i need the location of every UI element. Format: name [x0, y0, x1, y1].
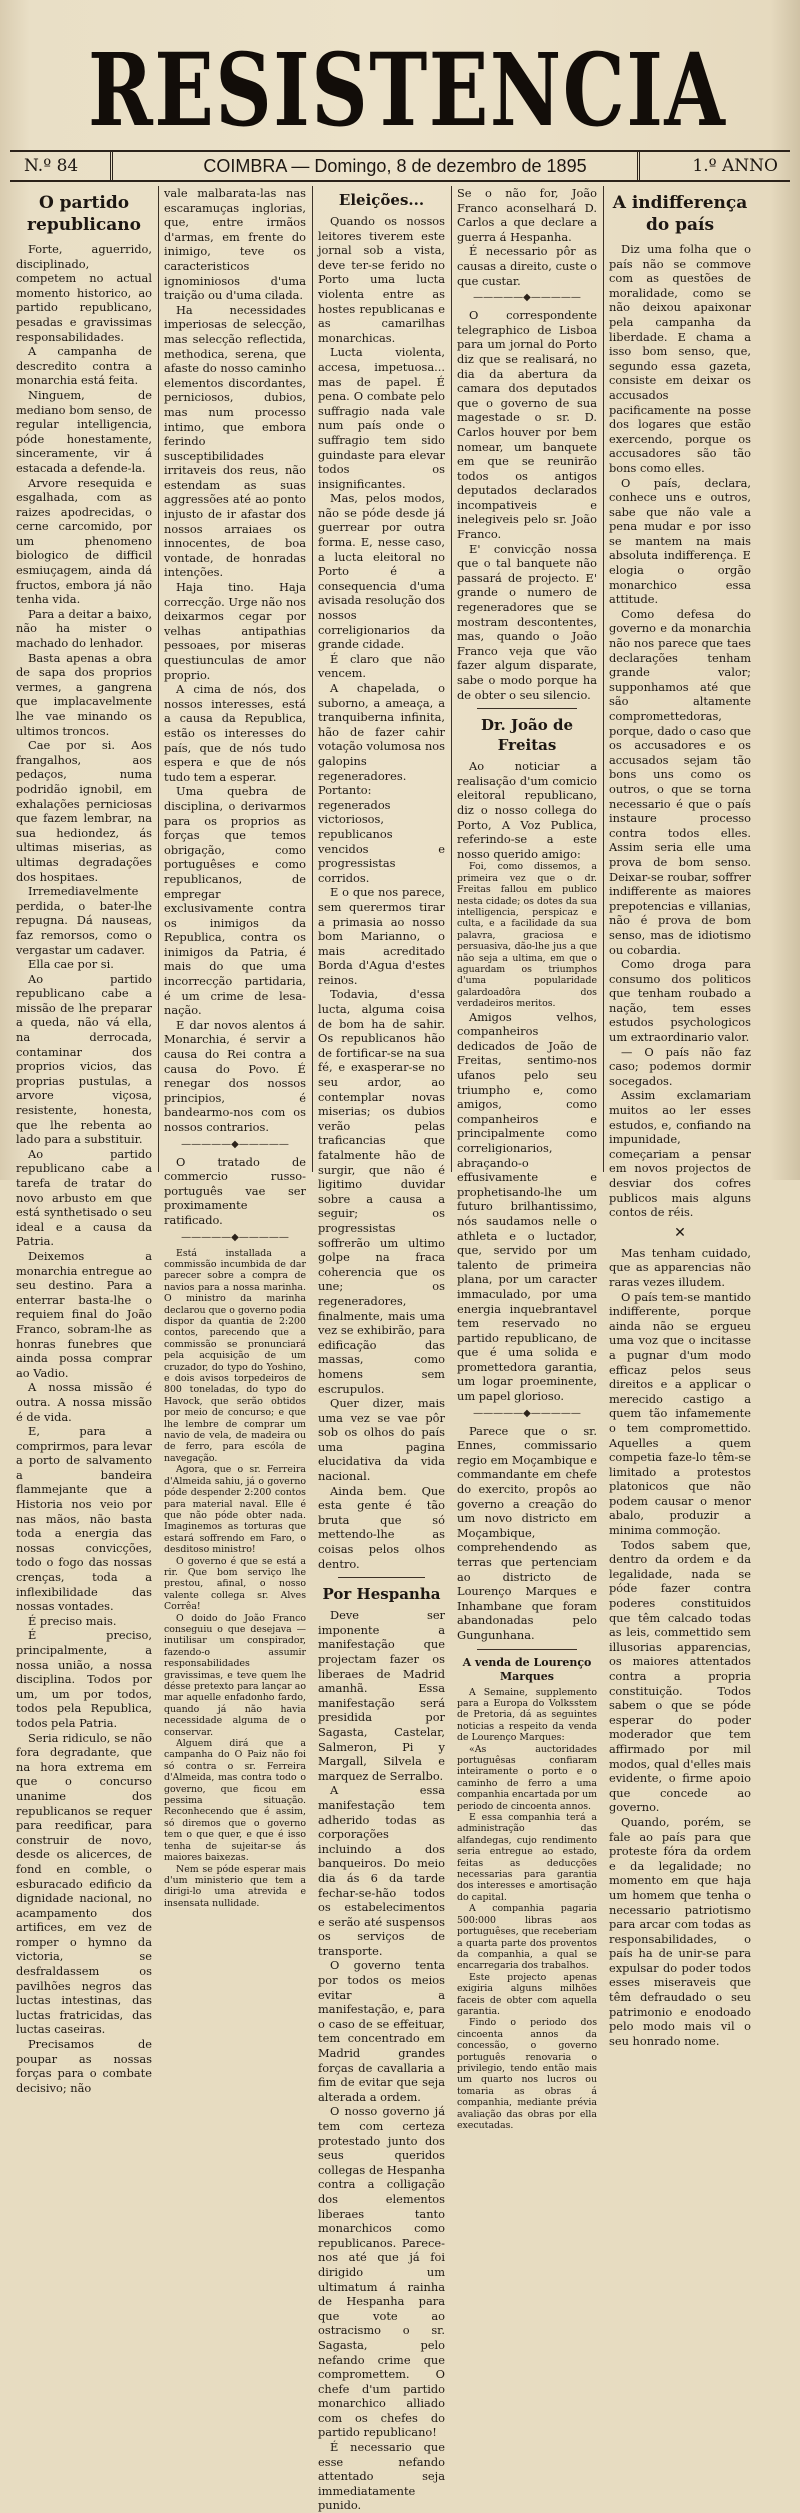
paragraph: E' convicção nossa que o tal banquete não passará de projecto. E' grande o numero de regeneradores que se mostram descontentes, mas, quando o João Franco veja que vão fazer algum disparate, sabe o modo porque ha de obter o seu silencio.	[457, 541, 597, 702]
paragraph: vale malbarata-las nas escaramuças inglorias, que, entre irmãos d'armas, em frente do inimigo, teve os caracteristicos ignominiosos d'uma traição ou d'uma cilada.	[164, 186, 306, 303]
paragraph: O nosso governo já tem com certeza protestado junto dos seus queridos collegas de Hespanha contra a colligação dos elementos liberaes tanto monarchicos como republicanos. Parece-nos até que já foi dirigido um ultimatum á rainha de Hespanha para que vote ao ostracismo o sr. Sagasta, pelo nefando crime que compromettem. O chefe d'um partido monarchico alliado com os chefes do partido republicano!	[318, 2104, 445, 2440]
paragraph: É preciso, principalmente, a nossa união, a nossa disciplina. Todos por um, um por todos, todos pela Republica, todos pela Patria.	[16, 1628, 152, 1730]
paragraph: É preciso mais.	[28, 1613, 117, 1628]
paragraph: Este projecto apenas exigiria alguns milhões faceis de obter com aquella garantia.	[457, 1971, 597, 2017]
dateline-bar	[10, 150, 790, 182]
paragraph: Basta apenas a obra de sapa dos proprios vermes, a gangrena que implacavelmente lhe vae minando os ultimos troncos.	[16, 650, 152, 738]
masthead	[0, 0, 800, 150]
paragraph: Agora, que o sr. Ferreira d'Almeida sahiu, já o governo póde despender 2:200 contos para material naval. Elle é que não póde obter nada. Imaginemos as torturas que estará soffrendo em Faro, o desditoso ministro!	[164, 1464, 306, 1556]
paragraph: E dar novos alentos á Monarchia, é servir a causa do Rei contra a causa do Povo. É renegar dos nossos principios, é bandearmo-nos com os nossos contrarios.	[164, 1017, 306, 1134]
column-4	[457, 186, 597, 2131]
article-heading: O partido republicano	[27, 193, 141, 235]
column-1	[16, 186, 152, 2095]
column-5	[609, 186, 751, 2048]
paragraph: «As auctoridades portuguêsas confiaram inteiramente o porto e o caminho de ferro a uma companhia encartada por um periodo de cincoenta annos.	[457, 1743, 597, 1812]
paragraph: Seria ridiculo, se não fora degradante, que na hora extrema em que o concurso unanime dos republicanos se requer para reedificar, para construir de novo, desde os alicerces, de fond en comble, o esburacado edificio da dignidade nacional, no acampamento dos artifices, em vez de romper o hymno da victoria, se desfraldassem os pavilhões negros das luctas intestinas, das luctas fratricidas, das luctas caseiras.	[16, 1730, 152, 2037]
column-rule	[158, 186, 159, 1172]
dateline-text: COIMBRA — Domingo, 8 de dezembro de 1895	[203, 156, 587, 176]
article-heading: Por Hespanha	[322, 1585, 441, 1604]
paragraph: Ninguem, de mediano bom senso, de regular intelligencia, póde honestamente, sinceramente, vir á estacada a defende-la.	[16, 387, 152, 475]
paragraph: É necessario que esse nefando attentado seja immediatamente punido.	[318, 2440, 445, 2513]
paragraph: Alguem dirá que a campanha do O Paiz não foi só contra o sr. Ferreira d'Almeida, mas contra todo o governo, que ficou em pessima situação. Reconhecendo que é assim, só diremos que o governo tem o que quer, e que é isso tenha de sujeitar-se ás maiores baixezas.	[164, 1738, 306, 1864]
paragraph: Ha necessidades imperiosas de selecção, mas selecção reflectida, methodica, serena, que afaste do nosso caminho elementos discordantes, perniciosos, dubios, mas num processo intimo, que embora ferindo susceptibilidades irritaveis dos reus, não estendam as suas aggressões até ao ponto injusto de ir afastar dos nossos arraiaes os innocentes, de boa vontade, de honradas intenções.	[164, 302, 306, 580]
paragraph: Todos sabem que, dentro da ordem e da legalidade, nada se póde fazer contra poderes constituidos que têm calcado todas as leis, commettido sem illusorias apparencias, os maiores attentados contra a propria constituição. Todos sabem o que se póde esperar do poder moderador que tem affirmado por mil modos, qual d'elles mais evidente, o firme apoio que concede ao governo.	[609, 1537, 751, 1815]
paragraph: É necessario pôr as causas a direito, custe o que custar.	[457, 244, 597, 288]
article-heading: A indifferença do país	[612, 193, 748, 235]
paragraph: Deve ser imponente a manifestação que projectam fazer os liberaes de Madrid amanhã. Essa manifestação será presidida por Sagasta, Castelar, Salmeron, Pi y Margall, Silvela e marquez de Serralbo.	[318, 1608, 445, 1783]
article-heading: Dr. João de Freitas	[480, 716, 574, 755]
paragraph: O governo tenta por todos os meios evitar a manifestação, e, para o caso de se effeituar, tem concentrado em Madrid grandes forças de cavallaria a fim de evitar que seja alterada a ordem.	[318, 1958, 445, 2104]
paragraph: Irremediavelmente perdida, o bater-lhe repugna. Dá nauseas, faz remorsos, como o vergastar um cadaver.	[16, 884, 152, 957]
dateline-separator	[637, 152, 640, 180]
paragraph: Está installada a commissão incumbida de dar parecer sobre a compra de navios para a nossa marinha. O ministro da marinha declarou que o governo podia dispor da quantia de 2:200 contos, parecendo que a commissão se pronunciará pela acquisição de um cruzador, do typo do Yoshino, e dois avisos torpedeiros de 800 toneladas, do typo do Havock, que serão obtidos por meio de concurso; e que lhe lembre de comprar um navio de vela, de madeira ou de ferro, para escóla de navegação.	[164, 1247, 306, 1464]
paragraph: Parece que o sr. Ennes, commissario regio em Moçambique e commandante em chefe do exercito, propôs ao governo a creação do um novo districto em Moçambique, comprehendendo as terras que pertenciam ao districto de Lourenço Marques e Inhambane que foram abandonadas pelo Gungunhana.	[457, 1423, 597, 1642]
article-heading: Eleições...	[338, 191, 425, 209]
quotation-block	[457, 1744, 597, 2132]
paragraph: A essa manifestação tem adherido todas as corporações incluindo a dos banqueiros. Do meio dia ás 6 da tarde fechar-se-hão todos os estabelecimentos e serão até suspensos os serviços de transporte.	[318, 1783, 445, 1958]
section-divider	[338, 1577, 425, 1578]
paragraph: Precisamos de poupar as nossas forças para o combate decisivo; não	[16, 2037, 152, 2095]
paragraph: A cima de nós, dos nossos interesses, está a causa da Republica, estão os interesses do país, que de nós tudo espera e que de nós tudo tem a esperar.	[164, 682, 306, 784]
paragraph: Mas tenham cuidado, que as apparencias não raras vezes illudem.	[609, 1245, 751, 1289]
paragraph: Forte, aguerrido, disciplinado, competem no actual momento historico, ao partido republicano, pesadas e gravissimas responsabilidades.	[16, 242, 152, 344]
newspaper-title: RESISTENCIA	[88, 31, 727, 149]
paragraph: E o que nos parece, sem querermos tirar a primasia ao nosso bom Marianno, o mais acreditado Borda d'Agua d'estes reinos.	[318, 885, 445, 987]
paragraph: Mas, pelos modos, não se póde desde já guerrear por outra forma. E, nesse caso, a lucta eleitoral no Porto é a consequencia d'uma avisada resolução dos nossos correligionarios da grande cidade.	[318, 491, 445, 652]
paragraph: A companhia pagaria 500:000 libras aos portuguêses, que receberiam a quarta parte dos proventos da companhia, a qual se encarregaria dos trabalhos.	[457, 1903, 597, 1972]
column-3	[318, 186, 445, 2513]
paragraph: Para a deitar a baixo, não ha mister o machado do lenhador.	[16, 606, 152, 651]
paragraph: Se o não for, João Franco aconselhará D. Carlos a que declare a guerra á Hespanha.	[457, 186, 597, 244]
column-rule	[451, 186, 452, 1172]
ornament-divider: —————◆—————	[473, 1407, 581, 1419]
paragraph: Quer dizer, mais uma vez se vae pôr sob os olhos do país uma pagina elucidativa da vida nacional.	[318, 1396, 445, 1484]
column-rule	[312, 186, 313, 1172]
ornament-divider: —————◆—————	[181, 1231, 289, 1243]
paragraph: A campanha de descredito contra a monarchia está feita.	[16, 344, 152, 388]
paragraph: O correspondente telegraphico de Lisboa para um jornal do Porto diz que se realisará, no dia da abertura da camara dos deputados que o governo de sua magestade o sr. D. Carlos houver por bem nomear, um banquete em que se reunirão todos os antigos deputados declarados incompativeis e inelegiveis pelo sr. João Franco.	[457, 308, 597, 542]
article-heading: A venda de Lourenço Marques	[462, 1655, 592, 1683]
paragraph: Assim exclamariam muitos ao ler esses estudos, e, confiando na impunidade, começariam a pensar em novos projectos de desviar dos cofres publicos mais alguns contos de réis.	[609, 1088, 751, 1220]
paragraph: O governo é que se está a rir. Que bom serviço lhe prestou, afinal, o nosso valente collega sr. Alves Corrêa!	[164, 1555, 306, 1613]
paragraph: Arvore resequida e esgalhada, com as raizes apodrecidas, o cerne carcomido, por um phenomeno biologico de difficil esmiuçagem, ainda dá fructos, embora já não tenha vida.	[16, 475, 152, 607]
paragraph: E, para a comprirmos, para levar a porto de salvamento a bandeira flammejante que a Historia nos veio por nas mãos, não basta toda a energia das nossas convicções, todo o fogo das nossas crenças, toda a inflexibilidade das nossas vontades.	[16, 1424, 152, 1614]
paragraph: Ao noticiar a realisação d'um comicio eleitoral republicano, diz o nosso collega do Porto, A Voz Publica, referindo-se a este nosso querido amigo:	[457, 759, 597, 861]
paragraph: Haja tino. Haja correcção. Urge não nos deixarmos cegar por velhas antipathias pessoaes, por miseras questiunculas de amor proprio.	[164, 580, 306, 682]
dateline-separator	[110, 152, 113, 180]
paragraph: Diz uma folha que o país não se commove com as questões de moralidade, como se não deixou apaixonar pela campanha da liberdade. E chama a isso bom senso, que, segundo essa gazeta, consiste em deixar os accusados pacificamente na posse dos logares que estão exercendo, porque os accusadores são tão bons como elles.	[609, 242, 751, 475]
paragraph: Findo o periodo dos cincoenta annos da concessão, o governo português renovaria o privilegio, tendo então mais um quarto nos lucros ou tomaria as obras á companhia, mediante prévia avaliação das obras por ella executadas.	[457, 2017, 597, 2131]
paragraph: Deixemos a monarchia entregue ao seu destino. Para a enterrar basta-lhe o requiem final do João Franco, sobram-lhe as honras funebres que ainda possa comprar ao Vadio.	[16, 1248, 152, 1380]
paragraph: — O país não faz caso; podemos dormir socegados.	[609, 1044, 751, 1088]
paragraph: Como droga para consumo dos politicos que tenham roubado a nação, tem esses estudos psychologicos um extraordinario valor.	[609, 957, 751, 1045]
year-label: 1.º ANNO	[692, 156, 778, 176]
paragraph: Uma quebra de disciplina, o derivarmos para os proprios as forças que temos obrigação, como portuguêses e como republicanos, de empregar exclusivamente contra os inimigos da Republica, contra os inimigos da Patria, é mais do que uma incorrecção partidaria, é um crime de lesa-nação.	[164, 784, 306, 1018]
paragraph: Lucta violenta, accesa, impetuosa... mas de papel. É pena. O combate pelo suffragio nada vale num país onde o suffragio tem sido guindaste para elevar todos os insignificantes.	[318, 345, 445, 491]
section-divider	[477, 1649, 577, 1650]
paragraph: Quando os nossos leitores tiverem este jornal sob a vista, deve ter-se ferido no Porto uma lucta violenta entre as hostes republicanas e as camarilhas monarchicas.	[318, 214, 445, 345]
section-divider	[477, 708, 577, 709]
paragraph: O país tem-se mantido indifferente, porque ainda não se ergueu uma voz que o incitasse a pugnar d'um modo efficaz pelos seus direitos e a applicar o merecido castigo a quem tão infamemente o tem compromettido. Aquelles a quem competia faze-lo têm-se limitado a protestos platonicos que não podem causar o menor abalo, produzir a minima commoção.	[609, 1289, 751, 1538]
paragraph: Ainda bem. Que esta gente é tão bruta que só mettendo-lhe as coisas pelos olhos dentro.	[318, 1483, 445, 1571]
paragraph: É claro que não vencem.	[318, 651, 445, 681]
news-brief	[164, 1248, 306, 1910]
paragraph: Como defesa do governo e da monarchia não nos parece que taes declarações tenham grande valor; supponhamos até que são altamente compromettedoras, porque, dado o caso que os accusadores e os accusados sejam tão bons uns como os outros, o que se torna necessario é que o país instaure processo contra todos elles. Assim seria elle uma prova de bom senso. Deixar-se roubar, soffrer indifferente as maiores prepotencias e villanias, não é prova de bom senso, mas de idiotismo ou cobardia.	[609, 606, 751, 957]
column-2	[164, 186, 306, 1909]
issue-number: N.º 84	[24, 156, 79, 176]
paragraph: A chapelada, o suborno, a ameaça, a tranquiberna infinita, hão de fazer cahir votação volumosa nos galopins regeneradores. Portanto: regenerados victoriosos, republicanos vencidos e progressistas corridos.	[318, 681, 445, 885]
paragraph: Ao partido republicano cabe a missão de lhe preparar a queda, não vá ella, na derrocada, contaminar dos proprios vicios, das proprias pustulas, a arvore viçosa, resistente, honesta, que lhe rebenta ao lado para a substituir.	[16, 971, 152, 1147]
ornament-divider: —————◆—————	[473, 292, 581, 304]
paragraph: O tratado de commercio russo-português vae ser proximamente ratificado.	[164, 1154, 306, 1227]
paragraph: O doido do João Franco conseguiu o que desejava — inutilisar um conspirador, fazendo-o assumir responsabilidades gravissimas, e teve quem lhe désse pretexto para lançar ao mar aquelle enfadonho fardo, quando já não havia necessidade alguma de o conservar.	[164, 1612, 306, 1738]
paragraph: E essa companhia terá a administração das alfandegas, cujo rendimento seria entregue ao estado, feitas as deducções necessarias para garantia dos interesses e amortisação do capital.	[457, 1812, 597, 1903]
paragraph: O país, declara, conhece uns e outros, sabe que não vale a pena mudar e por isso se mantem na mais absoluta indifferença. E elogia o orgão monarchico essa attitude.	[609, 475, 751, 607]
paragraph: A nossa missão é outra. A nossa missão é de vida.	[16, 1380, 152, 1424]
paragraph: Todavia, d'essa lucta, alguma coisa de bom ha de sahir. Os republicanos hão de fortificar-se na sua fé, e exasperar-se no seu ardor, ao contemplar novas miserias; os dubios verão pelas traficancias que fatalmente hão de surgir, que não é ligitimo duvidar sobre a causa a seguir; os progressistas soffrerão um ultimo golpe na fraca coherencia que os une; os regeneradores, finalmente, mais uma vez se exhibirão, para edificação das massas, como homens sem escrupulos.	[318, 987, 445, 1396]
article-body	[16, 242, 152, 2095]
paragraph: Ao partido republicano cabe a tarefa de tratar do novo arbusto em que está synthetisado o seu ideal e a causa da Patria.	[16, 1146, 152, 1249]
paragraph: Quando, porém, se fale ao país para que proteste fóra da ordem e da legalidade; no momento em que haja um homem que tenha o necessario patriotismo para arcar com todas as responsabilidades, o país ha de unir-se para expulsar do poder todos esses miseraveis que têm defraudado o seu patrimonio e enodoado pelo modo mais vil o seu honrado nome.	[609, 1814, 751, 2048]
cross-icon: ✕	[674, 1224, 686, 1241]
paragraph: Amigos velhos, companheiros dedicados de João de Freitas, sentimo-nos ufanos pelo seu triumpho e, como amigos, como companheiros e principalmente como correligionarios, abraçando-o effusivamente e prophetisando-lhe um futuro brilhantissimo, nós saudamos nelle o athleta e o luctador, que, servido por um talento de primeira plana, por um caracter immaculado, por uma energia inquebrantavel tem reservado no partido republicano, de que é uma solida e promettedora garantia, um logar proeminente, um papel glorioso.	[457, 1009, 597, 1404]
paragraph: Nem se póde esperar mais d'um ministerio que tem a dirigi-lo uma atrevida e insensata nullidade.	[164, 1863, 306, 1909]
paragraph: Cae por si. Aos frangalhos, aos pedaços, numa podridão ignobil, em exhalações perniciosas que fazem lembrar, na sua hediondez, ás ultimas miserias, as ultimas degradações dos hospitaes.	[16, 738, 152, 884]
quotation: Foi, como dissemos, a primeira vez que o dr. Freitas fallou em publico nesta cidade; os dotes da sua intelligencia, perspicaz e culta, e a facilidade da sua palavra, graciosa e persuasiva, dão-lhe jus a que não seja a ultima, em que o aguardam os triumphos d'uma popularidade galardoadôra dos verdadeiros meritos.	[457, 861, 597, 1010]
paragraph: A Semaine, supplemento para a Europa do Volksstem de Pretoria, dá as seguintes noticias a respeito da venda de Lourenço Marques:	[457, 1686, 597, 1744]
column-rule	[603, 186, 604, 1172]
ornament-divider: —————◆—————	[181, 1138, 289, 1150]
paragraph: Ella cae por si.	[28, 957, 114, 972]
